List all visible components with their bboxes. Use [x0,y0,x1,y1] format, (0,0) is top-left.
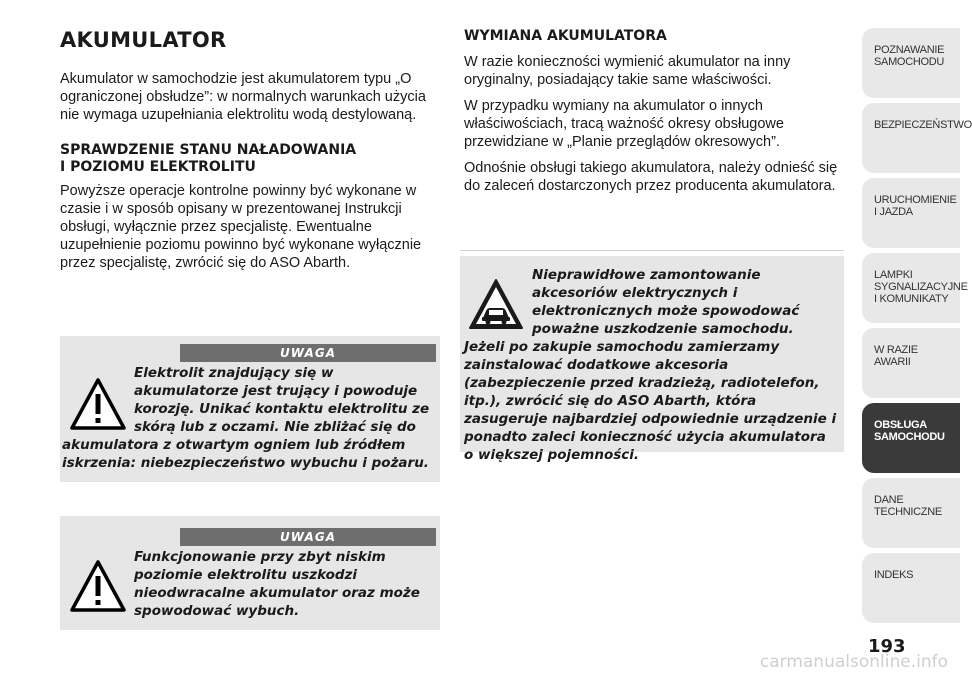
warning-text: Funkcjonowanie przy zbyt niskim poziomie elektrolitu uszkodzi nieodwracalne akumulator oraz może spowodować wybuch. [134,549,420,619]
sidebar-nav [862,28,972,628]
warning-box-low-level [60,516,440,630]
watermark: carmanualsonline.info [759,652,948,672]
tab-indeks[interactable]: INDEKS [862,553,960,623]
warning-label: UWAGA [180,344,436,362]
warning-label: UWAGA [180,528,436,546]
page-title: AKUMULATOR [60,28,227,52]
tab-lampki-sygnalizacyjne[interactable]: LAMPKI SYGNALIZACYJNE I KOMUNIKATY [862,253,960,323]
replacement-paragraph-1: W razie konieczności wymienić akumulator na inny oryginalny, posiadający takie same właściwości. [464,54,791,88]
tab-w-razie-awarii[interactable]: W RAZIE AWARII [862,328,960,398]
warning-box-electrolyte [60,336,440,482]
page-number: 193 [868,636,906,657]
left-column [60,28,440,290]
warning-triangle-icon [70,378,126,430]
notice-text: Nieprawidłowe zamontowanie akcesoriów elektrycznych i elektronicznych może spowodować poważne uszkodzenie samochodu. Jeżeli po zakupie samochodu zamierzamy zainstalować dodatkowe akcesoria (zabezpieczenie przed kradzieżą, radiotelefon, itp.), zwrócić się do ASO Abarth, która zasugeruje najbardziej odpowiednie urządzenie i ponadto zaleci konieczność użycia akumulatora o większej pojemności. [464,267,837,463]
charge-level-paragraph: Powyższe operacje kontrolne powinny być wykonane w czasie i w sposób opisany w prezentowanej Instrukcji obsługi, wyłącznie przez specjalistę. Ewentualne uzupełnienie poziomu powinno być wykonane wyłącznie przez specjalistę, zwrócić się do ASO Abarth. [60,183,422,271]
car-warning-triangle-icon [468,278,524,330]
warning-triangle-icon [70,560,126,612]
tab-bezpieczenstwo[interactable]: BEZPIECZEŃSTWO [862,103,960,173]
tab-poznawanie-samochodu[interactable]: POZNAWANIE SAMOCHODU [862,28,960,98]
replacement-paragraph-3: Odnośnie obsługi takiego akumulatora, należy odnieść się do zaleceń dostarczonych przez producenta akumulatora. [464,160,838,194]
notice-box-accessories [460,256,844,463]
warning-text: Elektrolit znajdujący się w akumulatorze jest trujący i powoduje korozję. Unikać kontaktu elektrolitu ze skórą lub z oczami. Nie zbliżać się do akumulatora z otwartym ogniem lub źródłem iskrzenia: niebezpieczeństwo wybuchu i pożaru. [62,365,430,471]
replacement-paragraph-2: W przypadku wymiany na akumulator o innych właściwościach, tracą ważność okresy obsługowe przewidziane w „Planie przeglądów okresowych”. [464,98,784,150]
tab-dane-techniczne[interactable]: DANE TECHNICZNE [862,478,960,548]
section-heading-charge-level: SPRAWDZENIE STANU NAŁADOWANIA I POZIOMU ELEKTROLITU [60,142,357,175]
tab-uruchomienie-i-jazda[interactable]: URUCHOMIENIE I JAZDA [862,178,960,248]
intro-paragraph: Akumulator w samochodzie jest akumulatorem typu „O ograniczonej obsłudze”: w normalnych warunkach użycia nie wymaga uzupełniania elektrolitu wodą destylowaną. [60,71,426,123]
section-heading-replacement: WYMIANA AKUMULATORA [464,28,667,44]
tab-obsluga-samochodu[interactable]: OBSŁUGA SAMOCHODU [862,403,960,473]
divider [460,250,844,251]
right-column [464,28,844,203]
